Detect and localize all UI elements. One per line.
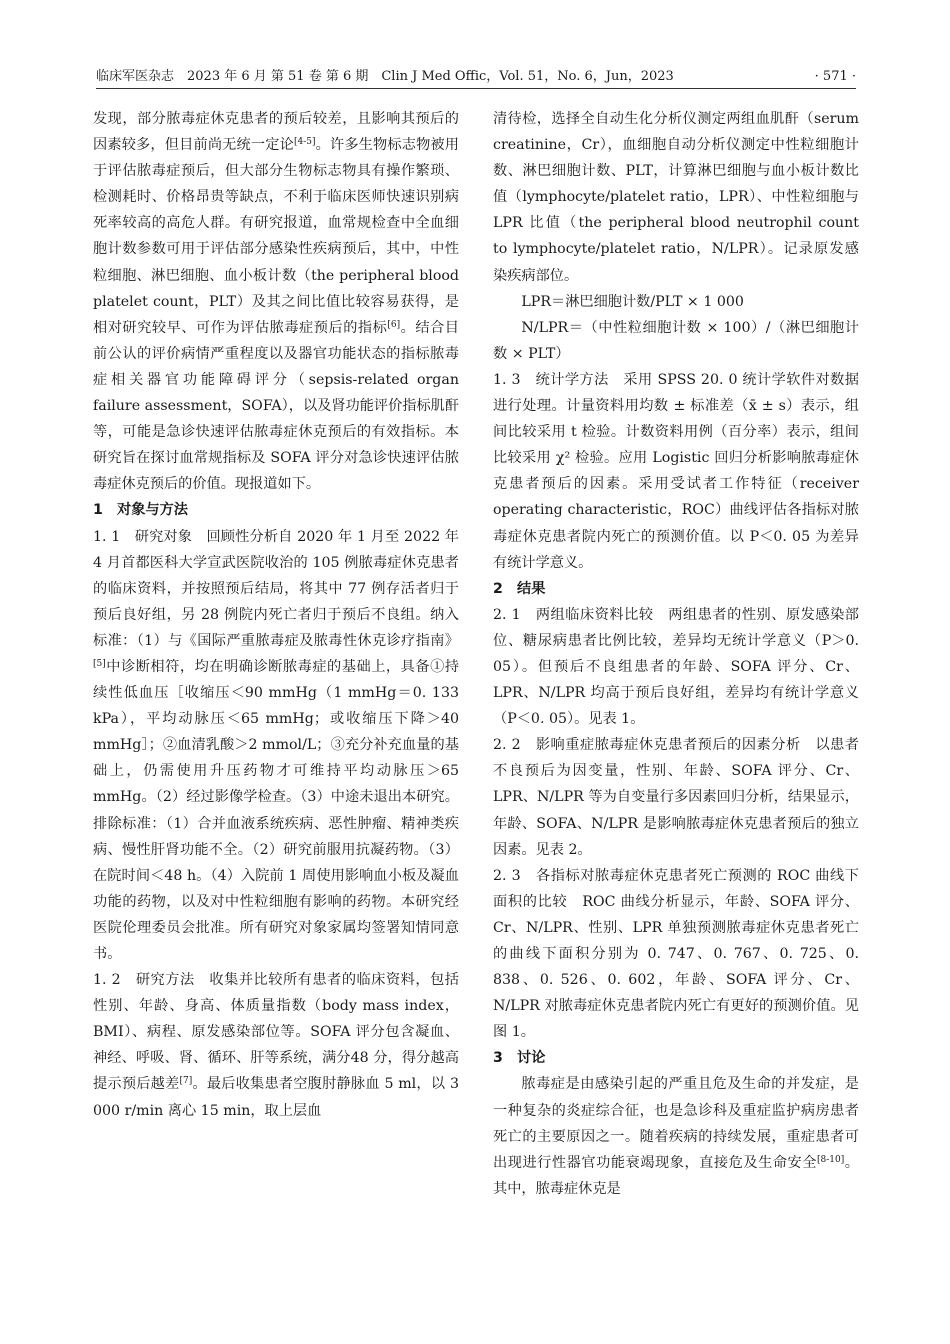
section-heading: 3 讨论 — [493, 1050, 546, 1067]
discussion-paragraph: 脓毒症是由感染引起的严重且危及生命的并发症，是一种复杂的炎症综合征，也是急诊科及重症监护病房患者死亡的主要原因之一。随着疾病的持续发展，重症患者可出现进行性器官功能衰竭现象，直接危及生命安全[8-10]。其中，脓毒症休克是 — [493, 1076, 859, 1197]
page-number: · 571 · — [814, 69, 856, 84]
intro-paragraph: 发现，部分脓毒症休克患者的预后较差，且影响其预后的因素较多，但目前尚无统一定论[4-5]。许多生物标志物被用于评估脓毒症预后，但大部分生物标志物具有操作繁琐、检测耗时、价格昂贵等缺点，不利于临床医师快速识别病死率较高的高危人群。有研究报道，血常规检查中全血细胞计数参数可用于评估部分感染性疾病预后，其中，中性粒细胞、淋巴细胞、血小板计数（the peripheral blood platelet count，PLT）及其之间比值比较容易获得，是相对研究较早、可作为评估脓毒症预后的指标[6]。结合目前公认的评价病情严重程度以及器官功能状态的指标脓毒症相关器官功能障碍评分（sepsis-related organ failure assessment，SOFA），以及肾功能评价指标肌酐等，可能是急诊快速评估脓毒症休克预后的有效指标。本研究旨在探讨血常规指标及 SOFA 评分对急诊快速评估脓毒症休克预后的价值。现报道如下。 — [93, 111, 460, 493]
subsection-1-1: 1. 1 研究对象 回顾性分析自 2020 年 1 月至 2022 年 4 月首都医科大学宣武医院收治的 105 例脓毒症休克患者的临床资料，并按照预后结局，将其中 77 例存活者归于预后良好组，另 28 例院内死亡者归于预后不良组。纳入标准：（1）与《国际严重脓毒症及脓毒性休克诊疗指南》[5]中诊断相符，均在明确诊断脓毒症的基础上，具备①持续性低血压［收缩压＜90 mmHg（1 mmHg＝0. 133 kPa），平均动脉压＜65 mmHg；或收缩压下降＞40 mmHg］；②血清乳酸＞2 mmol/L；③充分补充血量的基础上，仍需使用升压药物才可维持平均动脉压＞65 mmHg。（2）经过影像学检查。（3）中途未退出本研究。排除标准：（1）合并血液系统疾病、恶性肿瘤、精神类疾病、慢性肝肾功能不全。（2）研究前服用抗凝药物。（3）在院时间＜48 h。（4）入院前 1 周使用影响血小板及凝血功能的药物，以及对中性粒细胞有影响的药物。本研究经医院伦理委员会批准。所有研究对象家属均签署知情同意书。 — [93, 528, 459, 962]
right-column — [493, 106, 859, 1202]
subsection-2-2: 2. 2 影响重症脓毒症休克患者预后的因素分析 以患者不良预后为因变量，性别、年龄、SOFA 评分、Cr、LPR、N/LPR 等为自变量行多因素回归分析，结果显示，年龄、SOFA、N/LPR 是影响脓毒症休克患者预后的独立因素。见表 2。 — [493, 737, 859, 858]
subsection-2-1: 2. 1 两组临床资料比较 两组患者的性别、原发感染部位、糖尿病患者比例比较，差异均无统计学意义（P＞0. 05）。但预后不良组患者的年龄、SOFA 评分、Cr、LPR、N/LPR 均高于预后良好组，差异均有统计学意义（P＜0. 05）。见表 1。 — [493, 606, 859, 728]
citation: [4-5] — [293, 137, 316, 148]
left-column — [93, 106, 459, 1124]
section-heading: 1 对象与方法 — [93, 502, 188, 519]
subsection-1-2: 1. 2 研究方法 收集并比较所有患者的临床资料，包括性别、年龄、身高、体质量指数（body mass index，BMI）、病程、原发感染部位等。SOFA 评分包含凝血、神经、呼吸、肾、循环、肝等系统，满分48 分，得分越高提示预后越差[7]。最后收集患者空腹肘静脉血 5 ml，以 3 000 r/min 离心 15 min，取上层血 — [93, 972, 459, 1119]
citation: [8-10] — [817, 1154, 845, 1165]
citation: [6] — [387, 319, 401, 330]
citation: [7] — [179, 1076, 193, 1087]
citation: [5] — [93, 658, 106, 669]
methods-continued: 清待检，选择全自动生化分析仪测定两组血肌酐（serum creatinine，Cr），血细胞自动分析仪测定中性粒细胞计数、淋巴细胞计数、PLT，计算淋巴细胞与血小板计数比值（lymphocyte/platelet ratio，LPR）、中性粒细胞与 LPR 比值（the peripheral blood neutrophil count to lymphocyte/platelet ratio，N/LPR）。记录原发感染疾病部位。 — [493, 111, 859, 284]
subsection-1-3: 1. 3 统计学方法 采用 SPSS 20. 0 统计学软件对数据进行处理。计量资料用均数 ± 标准差（x̄ ± s）表示，组间比较采用 t 检验。计数资料用例（百分率）表示，组间比较采用 χ² 检验。应用 Logistic 回归分析影响脓毒症休克患者预后的因素。采用受试者工作特征（receiver operating characteristic，ROC）曲线评估各指标对脓毒症休克患者院内死亡的预测价值。以 P＜0. 05 为差异有统计学意义。 — [493, 371, 859, 571]
journal-info: 临床军医杂志 2023 年 6 月 第 51 卷 第 6 期 Clin J Med Offic，Vol. 51，No. 6，Jun，2023 — [96, 69, 674, 84]
formula-nlpr: N/LPR＝（中性粒细胞计数 × 100）/（淋巴细胞计数 × PLT） — [493, 319, 859, 362]
formula-lpr: LPR＝淋巴细胞计数/PLT × 1 000 — [521, 293, 744, 310]
section-heading: 2 结果 — [493, 580, 546, 597]
subsection-2-3: 2. 3 各指标对脓毒症休克患者死亡预测的 ROC 曲线下面积的比较 ROC 曲线分析显示，年龄、SOFA 评分、Cr、N/LPR、性别、LPR 单独预测脓毒症休克患者死亡的曲线下面积分别为 0. 747、0. 767、0. 725、0. 838、0. 526、0. 602，年龄、SOFA 评分、Cr、N/LPR 对脓毒症休克患者院内死亡有更好的预测价值。见图 1。 — [493, 867, 859, 1041]
running-header — [96, 66, 856, 89]
